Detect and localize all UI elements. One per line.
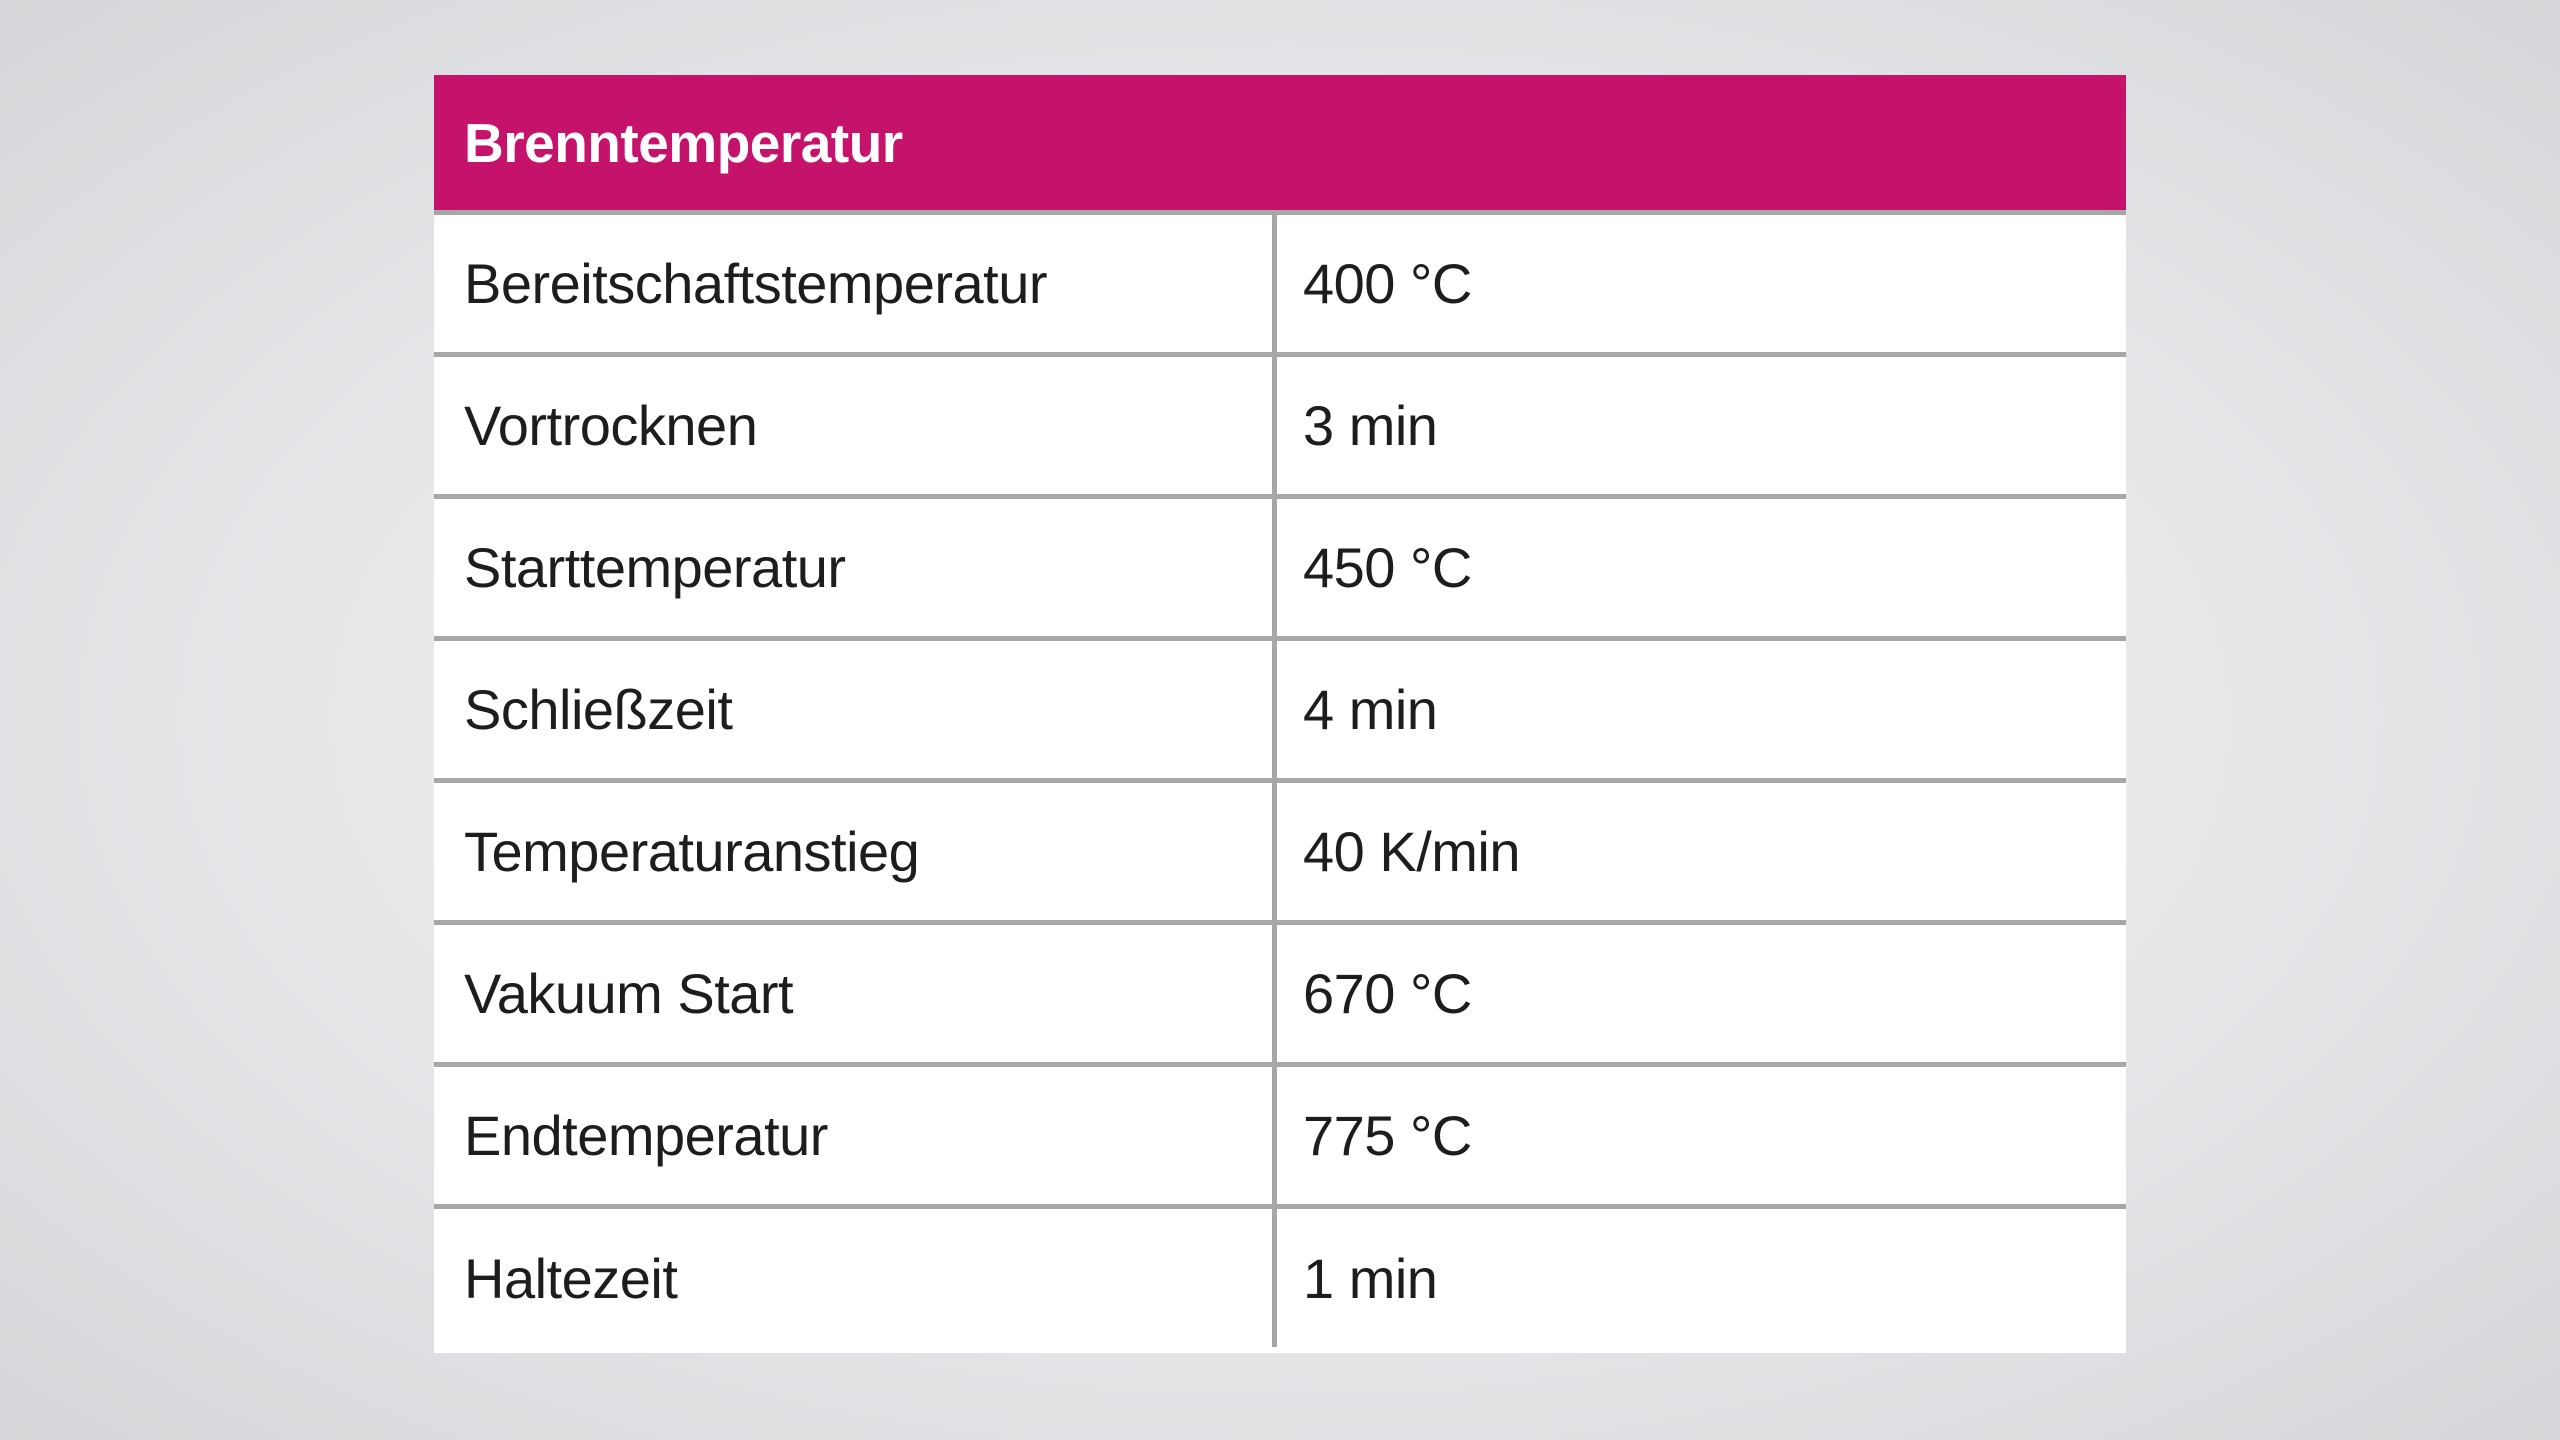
row-label: Vortrocknen <box>434 357 1277 494</box>
row-label: Vakuum Start <box>434 925 1277 1062</box>
table-row <box>434 1209 2126 1347</box>
row-value: 450 °C <box>1303 536 1472 599</box>
table-row <box>434 641 2126 783</box>
row-label: Temperaturanstieg <box>434 783 1277 920</box>
table-body <box>434 215 2126 1347</box>
row-value: 1 min <box>1303 1246 1438 1310</box>
row-value: 3 min <box>1303 394 1438 457</box>
row-value: 40 K/min <box>1303 820 1520 883</box>
row-label: Haltezeit <box>434 1209 1277 1347</box>
firing-temperature-table <box>434 75 2126 1353</box>
table-row <box>434 1067 2126 1209</box>
table-row <box>434 357 2126 499</box>
table-row <box>434 925 2126 1067</box>
row-value: 670 °C <box>1303 962 1472 1025</box>
row-label: Starttemperatur <box>434 499 1277 636</box>
table-header <box>434 75 2126 215</box>
row-label: Schließzeit <box>434 641 1277 778</box>
row-value: 775 °C <box>1303 1104 1472 1167</box>
table-row <box>434 783 2126 925</box>
table-row <box>434 499 2126 641</box>
table-row <box>434 215 2126 357</box>
row-label: Endtemperatur <box>434 1067 1277 1204</box>
row-value: 400 °C <box>1303 252 1472 315</box>
row-value: 4 min <box>1303 678 1438 741</box>
table-title: Brenntemperatur <box>464 111 903 174</box>
row-label: Bereitschaftstemperatur <box>434 215 1277 352</box>
